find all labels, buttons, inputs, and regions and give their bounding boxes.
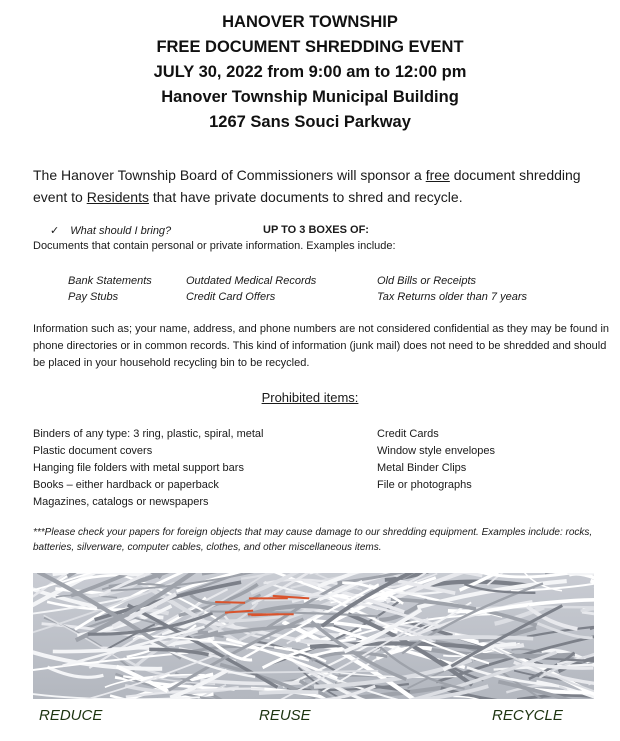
what-to-bring	[50, 224, 369, 237]
documents-line: Documents that contain personal or private information. Examples include:	[33, 240, 396, 252]
prohibited-item: Metal Binder Clips	[377, 462, 467, 474]
example-item: Credit Card Offers	[186, 291, 276, 303]
intro-text-1: The Hanover Township Board of Commissioners will sponsor a	[33, 167, 426, 183]
example-item: Pay Stubs	[68, 291, 119, 303]
shred-strip	[259, 692, 318, 693]
event-date: JULY 30, 2022 from 9:00 am to 12:00 pm	[153, 63, 467, 81]
reuse-label: REUSE	[259, 707, 311, 724]
intro-free: free	[425, 167, 450, 183]
event-address: 1267 Sans Souci Parkway	[209, 113, 411, 131]
example-item: Old Bills or Receipts	[377, 275, 477, 287]
example-item: Outdated Medical Records	[186, 275, 317, 287]
prohibited-item: Magazines, catalogs or newspapers	[33, 496, 209, 508]
prohibited-item: Window style envelopes	[377, 445, 496, 457]
prohibited-item: Hanging file folders with metal support bars	[33, 462, 244, 474]
event-title: FREE DOCUMENT SHREDDING EVENT	[156, 38, 464, 56]
intro-residents: Residents	[86, 189, 149, 205]
township-title: HANOVER TOWNSHIP	[222, 13, 398, 31]
shredded-paper-image	[33, 573, 594, 699]
recycle-label: RECYCLE	[492, 707, 563, 724]
shred-strip	[385, 637, 533, 639]
prohibited-item: File or photographs	[377, 479, 472, 491]
prohibited-title: Prohibited items:	[261, 390, 359, 405]
bring-question: What should I bring?	[70, 225, 172, 237]
prohibited-item: Binders of any type: 3 ring, plastic, spiral, metal	[33, 428, 264, 440]
prohibited-list-right	[377, 426, 495, 494]
prohibited-item: Books – either hardback or paperback	[33, 479, 219, 491]
prohibited-item: Plastic document covers	[33, 445, 153, 457]
foreign-objects-note: ***Please check your papers for foreign objects that may cause damage to our shredding equipment. Examples include: rocks, batteries, silverware, computer cables, clothes, and other miscellaneous items.	[33, 527, 593, 553]
event-header	[0, 10, 620, 135]
intro-text-2: document shredding event to	[33, 167, 581, 205]
intro-paragraph	[33, 164, 613, 208]
example-item: Tax Returns older than 7 years	[377, 291, 528, 303]
check-icon: ✓	[50, 225, 60, 237]
shred-strip-accent	[215, 602, 245, 603]
event-location: Hanover Township Municipal Building	[161, 88, 459, 106]
reduce-label: REDUCE	[39, 707, 103, 724]
boxes-limit: UP TO 3 BOXES OF:	[263, 224, 369, 236]
intro-text-3: that have private documents to shred and recycle.	[148, 189, 463, 205]
prohibited-list-left	[33, 426, 264, 511]
info-paragraph: Information such as; your name, address, and phone numbers are not considered confidential as they may be found in phone directories or in common records. This kind of information (junk mail) does not need to be shredded and should be placed in your household recycling bin to be recycled.	[33, 323, 610, 369]
example-item: Bank Statements	[68, 275, 152, 287]
prohibited-item: Credit Cards	[377, 428, 439, 440]
